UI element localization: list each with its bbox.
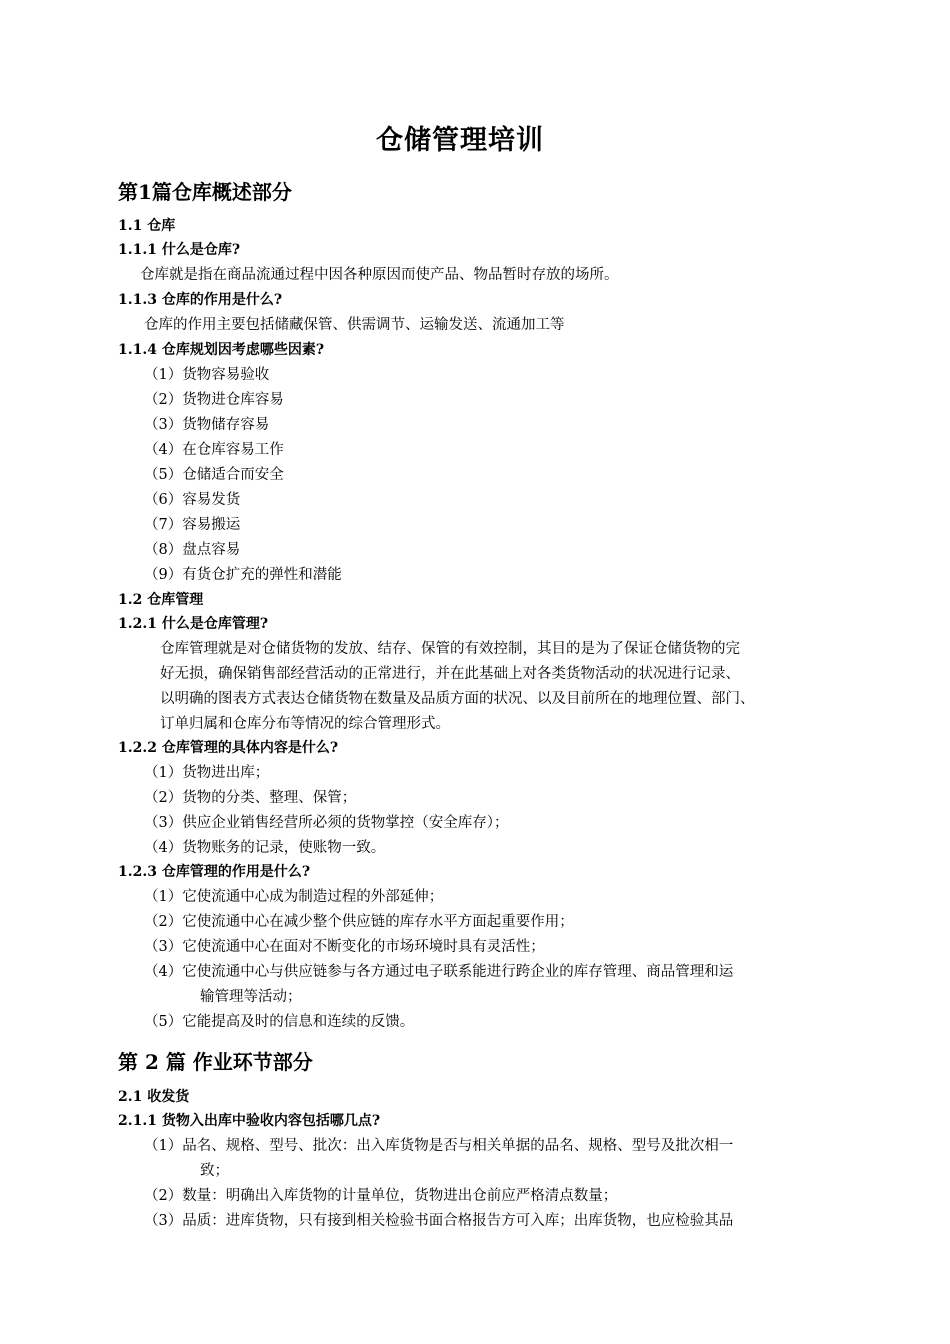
list-item: （1）它使流通中心成为制造过程的外部延伸；	[144, 889, 444, 905]
list-item: （1）货物容易验收	[144, 367, 270, 383]
list-item: （4）在仓库容易工作	[144, 442, 284, 458]
section-1-2-3-heading: 1.2.3 仓库管理的作用是什么?	[118, 864, 311, 880]
section-1-2-1-heading: 1.2.1 什么是仓库管理?	[118, 616, 269, 632]
list-item: （2）数量：明确出入库货物的计量单位，货物进出仓前应严格清点数量；	[144, 1188, 618, 1204]
list-item: （6）容易发货	[144, 492, 241, 508]
list-item: （3）品质：进库货物，只有接到相关检验书面合格报告方可入库；出库货物，也应检验其品	[144, 1213, 734, 1229]
document-title: 仓储管理培训	[376, 125, 544, 156]
list-item: （2）它使流通中心在减少整个供应链的库存水平方面起重要作用；	[144, 914, 574, 930]
section-1-2-2-heading: 1.2.2 仓库管理的具体内容是什么?	[118, 740, 339, 756]
list-item: （3）供应企业销售经营所必须的货物掌控（安全库存）；	[144, 815, 509, 831]
list-item: （9）有货仓扩充的弹性和潜能	[144, 567, 342, 583]
part1-heading: 第1篇仓库概述部分	[118, 180, 292, 204]
section-1-2-1-paragraph	[160, 637, 850, 737]
list-item: （4）它使流通中心与供应链参与各方通过电子联系能进行跨企业的库存管理、商品管理和运	[144, 964, 734, 980]
list-item: （5）它能提高及时的信息和连续的反馈。	[144, 1014, 415, 1030]
section-1-1-1-heading: 1.1.1 什么是仓库?	[118, 242, 241, 258]
paragraph-line: 以明确的图表方式表达仓储货物在数量及品质方面的状况、以及目前所在的地理位置、部门、	[160, 691, 755, 707]
list-item: （2）货物进仓库容易	[144, 392, 284, 408]
list-item: （5）仓储适合而安全	[144, 467, 284, 483]
section-1-1-3-body: 仓库的作用主要包括储藏保管、供需调节、运输发送、流通加工等	[144, 317, 565, 333]
paragraph-line: 订单归属和仓库分布等情况的综合管理形式。	[160, 716, 450, 732]
list-item: （3）它使流通中心在面对不断变化的市场环境时具有灵活性；	[144, 939, 545, 955]
part2-heading: 第 2 篇 作业环节部分	[118, 1050, 313, 1074]
section-1-1-1-body: 仓库就是指在商品流通过程中因各种原因而使产品、物品暂时存放的场所。	[140, 267, 619, 283]
list-item: （1）品名、规格、型号、批次：出入库货物是否与相关单据的品名、规格、型号及批次相一	[144, 1138, 734, 1154]
list-item: （8）盘点容易	[144, 542, 241, 558]
section-1-1-4-heading: 1.1.4 仓库规划因考虑哪些因素?	[118, 342, 325, 358]
section-1-2-heading: 1.2 仓库管理	[118, 592, 204, 608]
list-item-continuation: 致；	[200, 1163, 229, 1179]
section-2-1-1-heading: 2.1.1 货物入出库中验收内容包括哪几点?	[118, 1113, 381, 1129]
paragraph-line: 仓库管理就是对仓储货物的发放、结存、保管的有效控制，其目的是为了保证仓储货物的完	[160, 641, 740, 657]
list-item: （3）货物储存容易	[144, 417, 270, 433]
list-item: （2）货物的分类、整理、保管；	[144, 790, 357, 806]
section-1-1-3-heading: 1.1.3 仓库的作用是什么?	[118, 292, 283, 308]
paragraph-line: 好无损，确保销售部经营活动的正常进行，并在此基础上对各类货物活动的状况进行记录、	[160, 666, 740, 682]
section-1-1-heading: 1.1 仓库	[118, 218, 176, 234]
list-item: （7）容易搬运	[144, 517, 241, 533]
section-2-1-heading: 2.1 收发货	[118, 1089, 190, 1105]
list-item: （4）货物账务的记录，使账物一致。	[144, 840, 386, 856]
list-item: （1）货物进出库；	[144, 765, 270, 781]
list-item-continuation: 输管理等活动；	[200, 989, 302, 1005]
